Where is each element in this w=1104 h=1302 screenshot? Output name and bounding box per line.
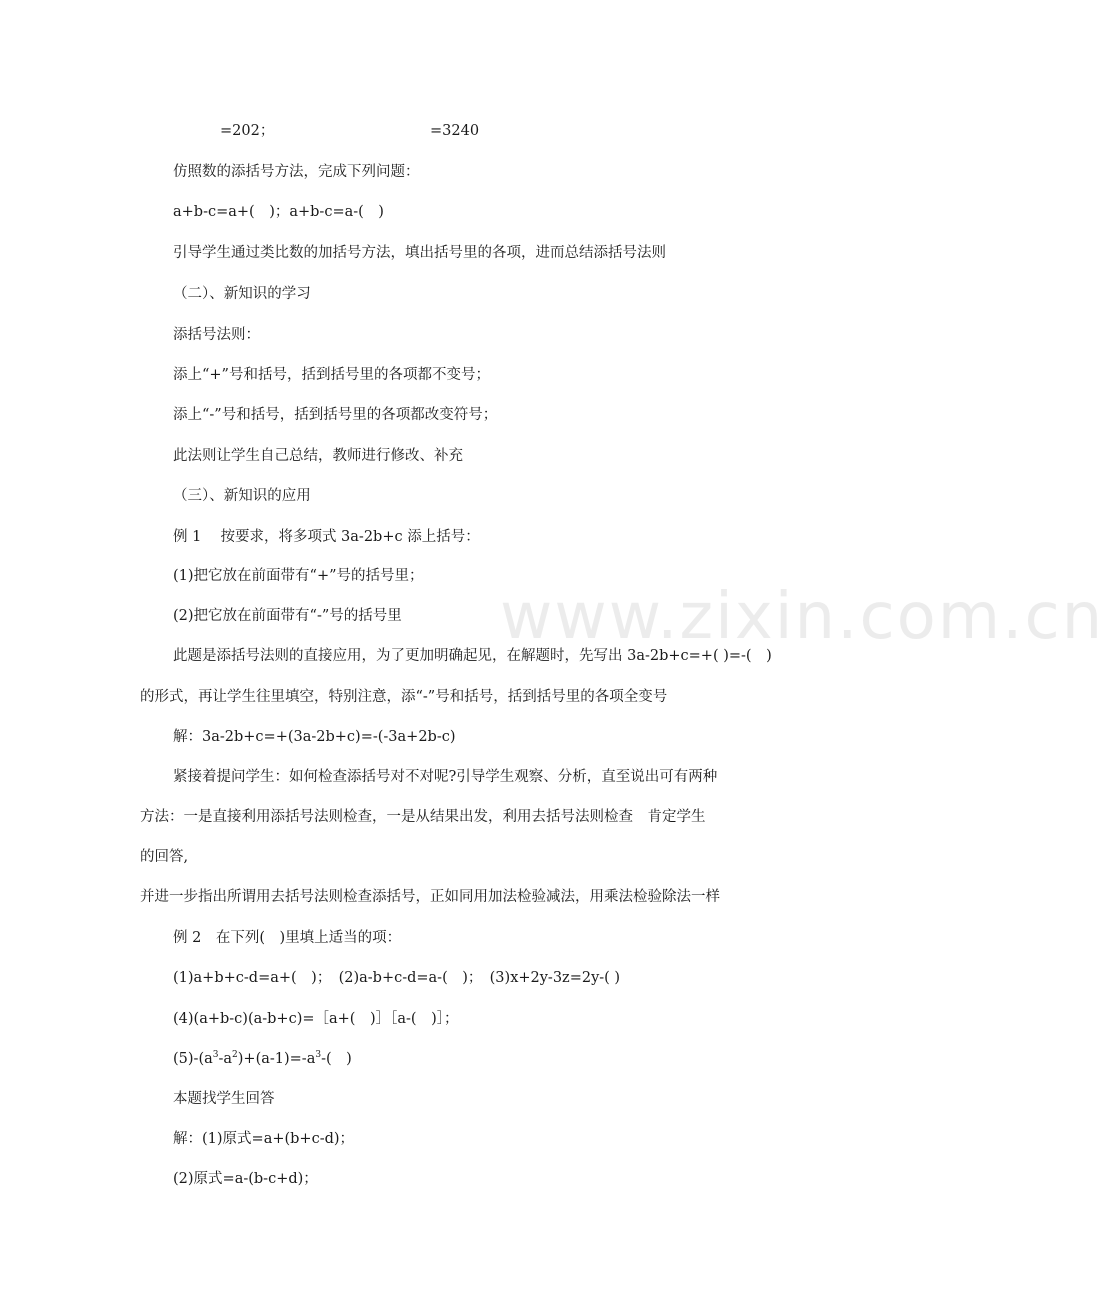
- paragraph-question-4: 并进一步指出所谓用去括号法则检查添括号，正如同用加法检验减法，用乘法检验除法一样: [140, 889, 720, 905]
- watermark: www.zixin.com.cn: [500, 580, 1104, 654]
- item-5-part-b: -a: [218, 1051, 233, 1067]
- rule-plus: 添上“+”号和括号，括到括号里的各项都不变号；: [173, 367, 490, 383]
- section-heading-2: （二）、新知识的学习: [173, 286, 311, 302]
- item-5-part-a: (5)-(a: [173, 1051, 213, 1067]
- equation-result-1: =202；: [220, 123, 275, 139]
- item-5-part-c: )+(a-1)=-a: [237, 1051, 316, 1067]
- solution-1: 解：(1)原式=a+(b+c-d)；: [173, 1131, 355, 1147]
- paragraph-question-3: 的回答,: [140, 849, 189, 865]
- equation-result-2: =3240: [430, 123, 480, 139]
- rule-minus: 添上“-”号和括号，括到括号里的各项都改变符号；: [173, 407, 498, 423]
- example-1-part-1: (1)把它放在前面带有“+”号的括号里；: [173, 568, 424, 584]
- example-1-title: 例 1 按要求，将多项式 3a-2b+c 添上括号：: [173, 529, 480, 545]
- solution-2: (2)原式=a-(b-c+d)；: [173, 1171, 318, 1187]
- paragraph-question-1: 紧接着提问学生：如何检查添括号对不对呢?引导学生观察、分析，直至说出可有两种: [173, 769, 718, 785]
- item-5-exp-3b: 3: [315, 1050, 322, 1061]
- item-5-exp-2: 2: [232, 1050, 238, 1061]
- example-2-item-4: (4)(a+b-c)(a-b+c)=［a+( )］［a-( )］；: [173, 1011, 459, 1027]
- paragraph-answer-note: 本题找学生回答: [173, 1091, 275, 1107]
- example-2-item-5: [173, 1049, 352, 1069]
- section-heading-3: （三）、新知识的应用: [173, 488, 311, 504]
- item-5-part-d: -( ): [321, 1051, 352, 1067]
- paragraph-exercise: a+b-c=a+( )；a+b-c=a-( ): [173, 204, 384, 220]
- paragraph-instruction: 仿照数的添括号方法，完成下列问题：: [173, 164, 420, 180]
- paragraph-explain-2: 的形式，再让学生往里填空，特别注意，添“-”号和括号，括到括号里的各项全变号: [140, 689, 668, 705]
- paragraph-question-2: 方法：一是直接利用添括号法则检查，一是从结果出发，利用去括号法则检查 肯定学生: [140, 809, 706, 825]
- rule-heading: 添括号法则：: [173, 327, 260, 343]
- example-2-items-1-3: (1)a+b+c-d=a+( )； (2)a-b+c-d=a-( )； (3)x+2y-3z=2y-( ): [173, 970, 621, 986]
- example-2-title: 例 2 在下列( )里填上适当的项：: [173, 930, 402, 946]
- paragraph-explain-1: 此题是添括号法则的直接应用，为了更加明确起见，在解题时，先写出 3a-2b+c=+( )=-( ): [173, 648, 772, 664]
- paragraph-guide: 引导学生通过类比数的加括号方法，填出括号里的各项，进而总结添括号法则: [173, 245, 666, 261]
- example-1-part-2: (2)把它放在前面带有“-”号的括号里: [173, 608, 402, 624]
- example-1-solution: 解：3a-2b+c=+(3a-2b+c)=-(-3a+2b-c): [173, 729, 456, 745]
- paragraph-summary: 此法则让学生自己总结，教师进行修改、补充: [173, 448, 463, 464]
- item-5-exp-3: 3: [212, 1050, 219, 1061]
